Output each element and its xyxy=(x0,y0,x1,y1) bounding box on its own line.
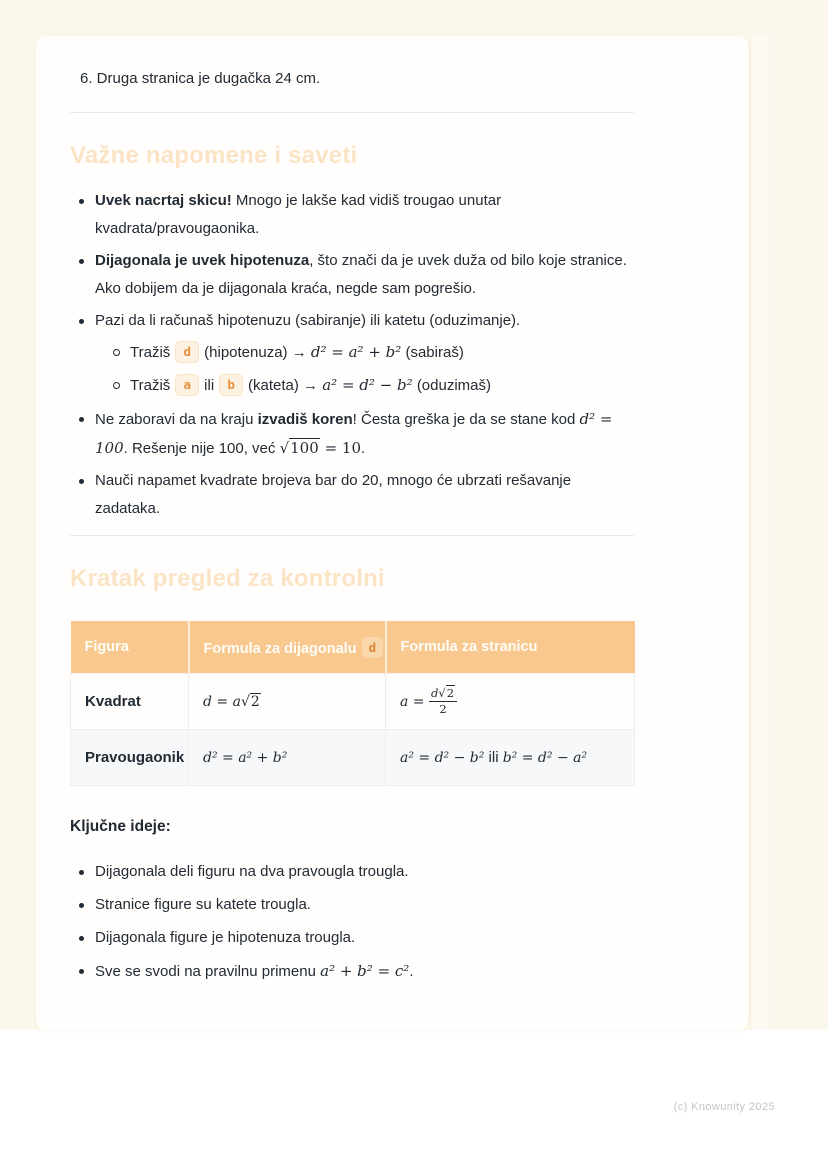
note-item-hypotenuse xyxy=(70,247,634,303)
review-table-header xyxy=(71,621,635,674)
inline-code-badge-d: d xyxy=(175,341,199,363)
radical-sign: √ xyxy=(438,686,446,701)
fraction-numerator: d√2 xyxy=(429,687,457,702)
subnote-text: (sabiraš) xyxy=(405,344,464,361)
figure-name-cell: Kvadrat xyxy=(71,674,189,730)
radicand: 2 xyxy=(446,686,455,701)
math-formula: b² = d² − a² xyxy=(502,750,588,766)
note-text: . xyxy=(361,440,366,457)
table-header-figura: Figura xyxy=(71,621,189,674)
note-bold-text: Dijagonala je uvek hipotenuza xyxy=(95,252,310,269)
table-header-side: Formula za stranicu xyxy=(386,621,635,674)
review-section-title: Kratak pregled za kontrolni xyxy=(70,565,385,592)
table-row-kvadrat xyxy=(71,674,635,730)
notes-sublist xyxy=(95,337,634,401)
math-sqrt-formula xyxy=(280,438,361,457)
math-formula: d² = a² + b² xyxy=(310,343,402,361)
note-item-sketch xyxy=(70,187,634,243)
section-divider xyxy=(70,535,634,536)
idea-text: Sve se svodi na pravilnu primenu xyxy=(95,963,316,980)
math-equals: = 10 xyxy=(324,439,361,457)
note-text: . Rešenje nije 100, već xyxy=(123,440,276,457)
table-header-diagonal xyxy=(189,621,386,674)
idea-item xyxy=(70,858,634,886)
note-text: Ne zaboravi da na kraju xyxy=(95,411,254,428)
math-formula: d² = 100 xyxy=(95,410,613,457)
next-page-edge xyxy=(750,36,769,1030)
inline-code-badge-b: b xyxy=(219,374,243,396)
notes-list xyxy=(70,187,634,523)
subnote-text: Tražiš xyxy=(130,377,171,394)
notes-section-title: Važne napomene i saveti xyxy=(70,142,358,169)
document-content xyxy=(36,36,748,986)
subnote-text: ili xyxy=(204,377,215,394)
inline-code-badge-a: a xyxy=(175,374,199,396)
idea-text: Stranice figure su katete trougla. xyxy=(95,896,311,913)
note-bold-text: izvadiš koren xyxy=(257,411,353,428)
key-ideas-title: Ključne ideje: xyxy=(70,818,171,835)
radical-sign: √ xyxy=(279,439,290,457)
note-item-root xyxy=(70,405,634,463)
math-formula: a = $\frac{d√2}{2}$ xyxy=(400,694,457,710)
subnote-text: (hipotenuza) → xyxy=(204,344,307,361)
fraction-denominator: 2 xyxy=(439,702,447,716)
idea-item xyxy=(70,891,634,919)
math-formula: d = a√2 xyxy=(203,694,260,710)
copyright-notice: (c) Knowunity 2025 xyxy=(673,1101,775,1113)
math-formula: a² = d² − b² xyxy=(322,376,413,394)
diagonal-formula-cell xyxy=(189,674,386,730)
section-divider xyxy=(70,112,634,113)
math-formula: a² + b² = c² xyxy=(320,962,410,980)
table-header-text: Formula za dijagonalu xyxy=(203,640,357,657)
note-text: Mnogo je lakše kad vidiš trougao unutar kvadrata/pravougaonika. xyxy=(95,192,502,237)
radicand: 100 xyxy=(290,439,319,457)
conjunction-text: ili xyxy=(488,749,499,766)
idea-item xyxy=(70,924,634,952)
subnote-text: (kateta) → xyxy=(248,377,319,394)
header-code-badge-d: d xyxy=(362,637,384,658)
subnote-item-d xyxy=(113,337,634,368)
key-ideas-list xyxy=(70,858,634,986)
radicand: 2 xyxy=(250,694,260,710)
fraction xyxy=(429,687,457,715)
note-item-squares xyxy=(70,467,634,523)
side-formula-cell xyxy=(386,674,635,730)
idea-text: . xyxy=(409,963,414,980)
figure-name-cell: Pravougaonik xyxy=(71,730,189,786)
note-item-operation xyxy=(70,307,634,401)
numbered-answer-item: 6. Druga stranica je dugačka 24 cm. xyxy=(80,70,321,87)
note-text: , što znači da je uvek duža od bilo koje stranice. Ako dobijem da je dijagonala kraća, negde sam pogrešio. xyxy=(95,252,627,297)
table-row-pravougaonik xyxy=(71,730,635,786)
note-bold-text: Uvek nacrtaj skicu! xyxy=(95,192,232,209)
note-text: ! Česta greška je da se stane kod xyxy=(352,411,576,428)
idea-text: Dijagonala deli figuru na dva pravougla trougla. xyxy=(95,863,409,880)
note-text: Pazi da li računaš hipotenuzu (sabiranje) ili katetu (oduzimanje). xyxy=(95,312,521,329)
review-table xyxy=(70,621,635,786)
subnote-text: Tražiš xyxy=(130,344,171,361)
radical-sign: √ xyxy=(240,694,250,710)
idea-item xyxy=(70,957,634,986)
diagonal-formula-cell xyxy=(189,730,386,786)
idea-text: Dijagonala figure je hipotenuza trougla. xyxy=(95,929,356,946)
math-formula: d² = a² + b² xyxy=(203,750,288,766)
subnote-text: (oduzimaš) xyxy=(416,377,491,394)
side-formula-cell xyxy=(386,730,635,786)
note-text: Nauči napamet kvadrate brojeva bar do 20, mnogo će ubrzati rešavanje zadataka. xyxy=(95,472,572,517)
document-card xyxy=(36,36,748,1030)
subnote-item-ab xyxy=(113,370,634,401)
math-formula: a² = d² − b² xyxy=(400,750,485,766)
